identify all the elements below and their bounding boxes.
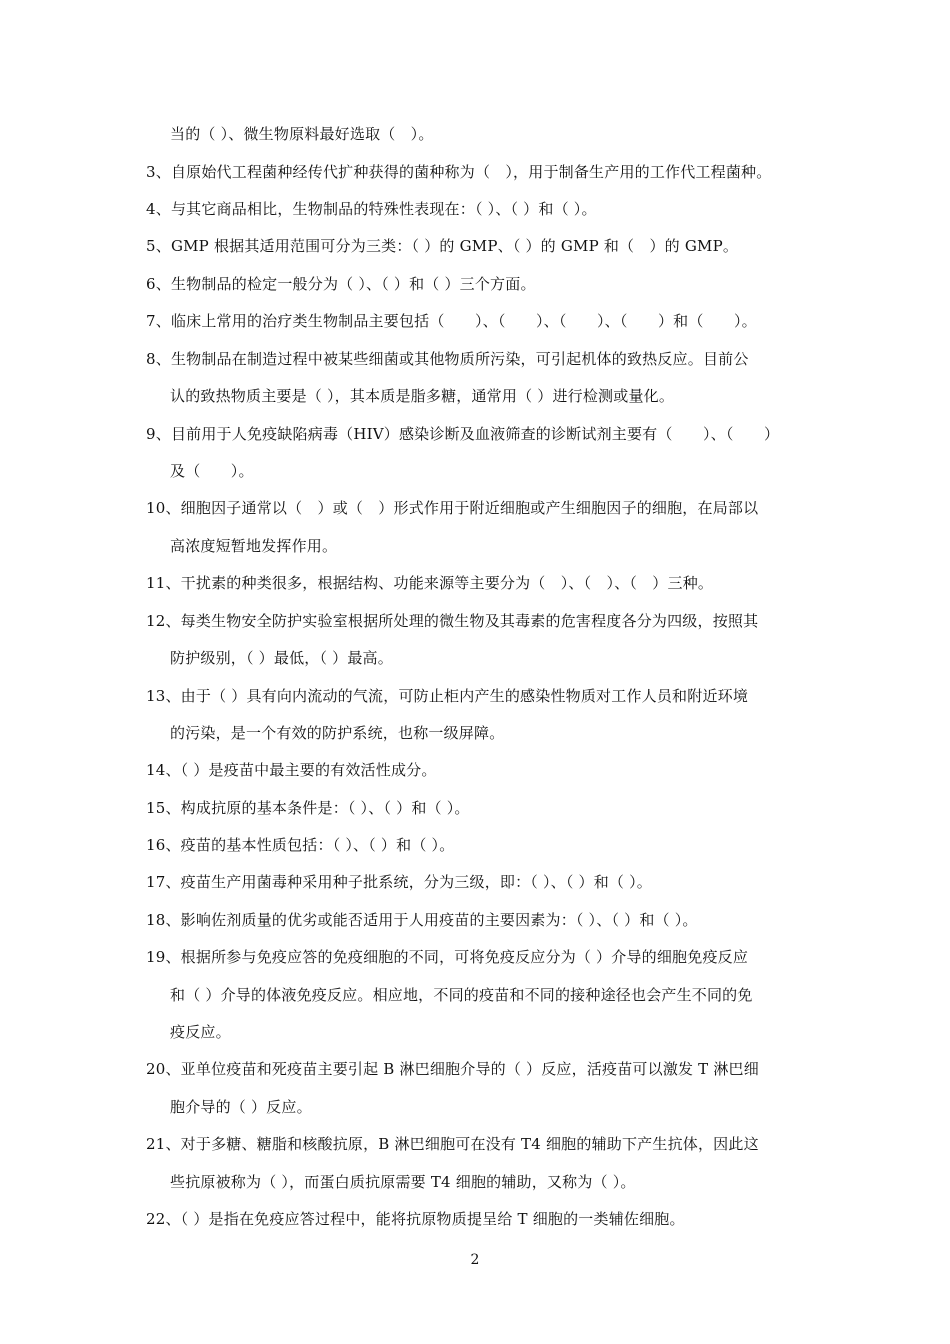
- question-3: 3、自原始代工程菌种经传代扩种获得的菌种称为（ ），用于制备生产用的工作代工程菌种。: [146, 163, 772, 181]
- question-19: 19、根据所参与免疫应答的免疫细胞的不同，可将免疫反应分为（ ）介导的细胞免疫反应: [146, 948, 749, 966]
- question-9: 9、目前用于人免疫缺陷病毒（HIV）感染诊断及血液筛查的诊断试剂主要有（ ）、（ ）: [146, 425, 780, 443]
- question-11: 11、干扰素的种类很多，根据结构、功能来源等主要分为（ ）、（ ）、（ ）三种。: [146, 574, 714, 592]
- question-1-continuation: 当的（ ）、微生物原料最好选取（ ）。: [170, 125, 434, 143]
- question-15: 15、构成抗原的基本条件是：（ ）、（ ）和（ ）。: [146, 799, 470, 817]
- question-8: 8、生物制品在制造过程中被某些细菌或其他物质所污染，可引起机体的致热反应。目前公: [146, 350, 749, 368]
- question-22: 22、（ ）是指在免疫应答过程中，能将抗原物质提呈给 T 细胞的一类辅佐细胞。: [146, 1210, 685, 1228]
- question-10: 10、细胞因子通常以（ ）或（ ）形式作用于附近细胞或产生细胞因子的细胞，在局部以: [146, 499, 759, 517]
- page-number: 2: [470, 1252, 480, 1268]
- question-17: 17、疫苗生产用菌毒种采用种子批系统，分为三级，即：（ ）、（ ）和（ ）。: [146, 873, 652, 891]
- question-20: 20、亚单位疫苗和死疫苗主要引起 B 淋巴细胞介导的（ ）反应，活疫苗可以激发 T 淋巴细: [146, 1060, 759, 1078]
- question-19-continuation-2: 疫反应。: [170, 1023, 231, 1041]
- question-20-continuation: 胞介导的（ ）反应。: [170, 1098, 312, 1116]
- question-7: 7、临床上常用的治疗类生物制品主要包括（ ）、（ ）、（ ）、（ ）和（ ）。: [146, 312, 757, 330]
- question-14: 14、（ ）是疫苗中最主要的有效活性成分。: [146, 761, 437, 779]
- question-18: 18、影响佐剂质量的优劣或能否适用于人用疫苗的主要因素为：（ ）、（ ）和（ ）。: [146, 911, 698, 929]
- question-10-continuation: 高浓度短暂地发挥作用。: [170, 537, 338, 555]
- question-16: 16、疫苗的基本性质包括：（ ）、（ ）和（ ）。: [146, 836, 455, 854]
- question-19-continuation-1: 和（ ）介导的体液免疫反应。相应地，不同的疫苗和不同的接种途径也会产生不同的免: [170, 986, 753, 1004]
- question-4: 4、与其它商品相比，生物制品的特殊性表现在：（ ）、（ ）和（ ）。: [146, 200, 597, 218]
- question-13: 13、由于（ ）具有向内流动的气流，可防止柜内产生的感染性物质对工作人员和附近环境: [146, 687, 749, 705]
- question-9-continuation: 及（ ）。: [170, 462, 254, 480]
- question-12: 12、每类生物安全防护实验室根据所处理的微生物及其毒素的危害程度各分为四级，按照其: [146, 612, 759, 630]
- question-6: 6、生物制品的检定一般分为（ ）、（ ）和（ ）三个方面。: [146, 275, 536, 293]
- question-21-continuation: 些抗原被称为（ ），而蛋白质抗原需要 T4 细胞的辅助，又称为（ ）。: [170, 1173, 636, 1191]
- question-8-continuation: 认的致热物质主要是（ ），其本质是脂多糖，通常用（ ）进行检测或量化。: [170, 387, 675, 405]
- question-12-continuation: 防护级别，（ ）最低，（ ）最高。: [170, 649, 393, 667]
- question-21: 21、对于多糖、糖脂和核酸抗原，B 淋巴细胞可在没有 T4 细胞的辅助下产生抗体，因此这: [146, 1135, 759, 1153]
- question-13-continuation: 的污染，是一个有效的防护系统，也称一级屏障。: [170, 724, 505, 742]
- question-5: 5、GMP 根据其适用范围可分为三类：（ ）的 GMP、（ ）的 GMP 和（ ）的 GMP。: [146, 237, 739, 255]
